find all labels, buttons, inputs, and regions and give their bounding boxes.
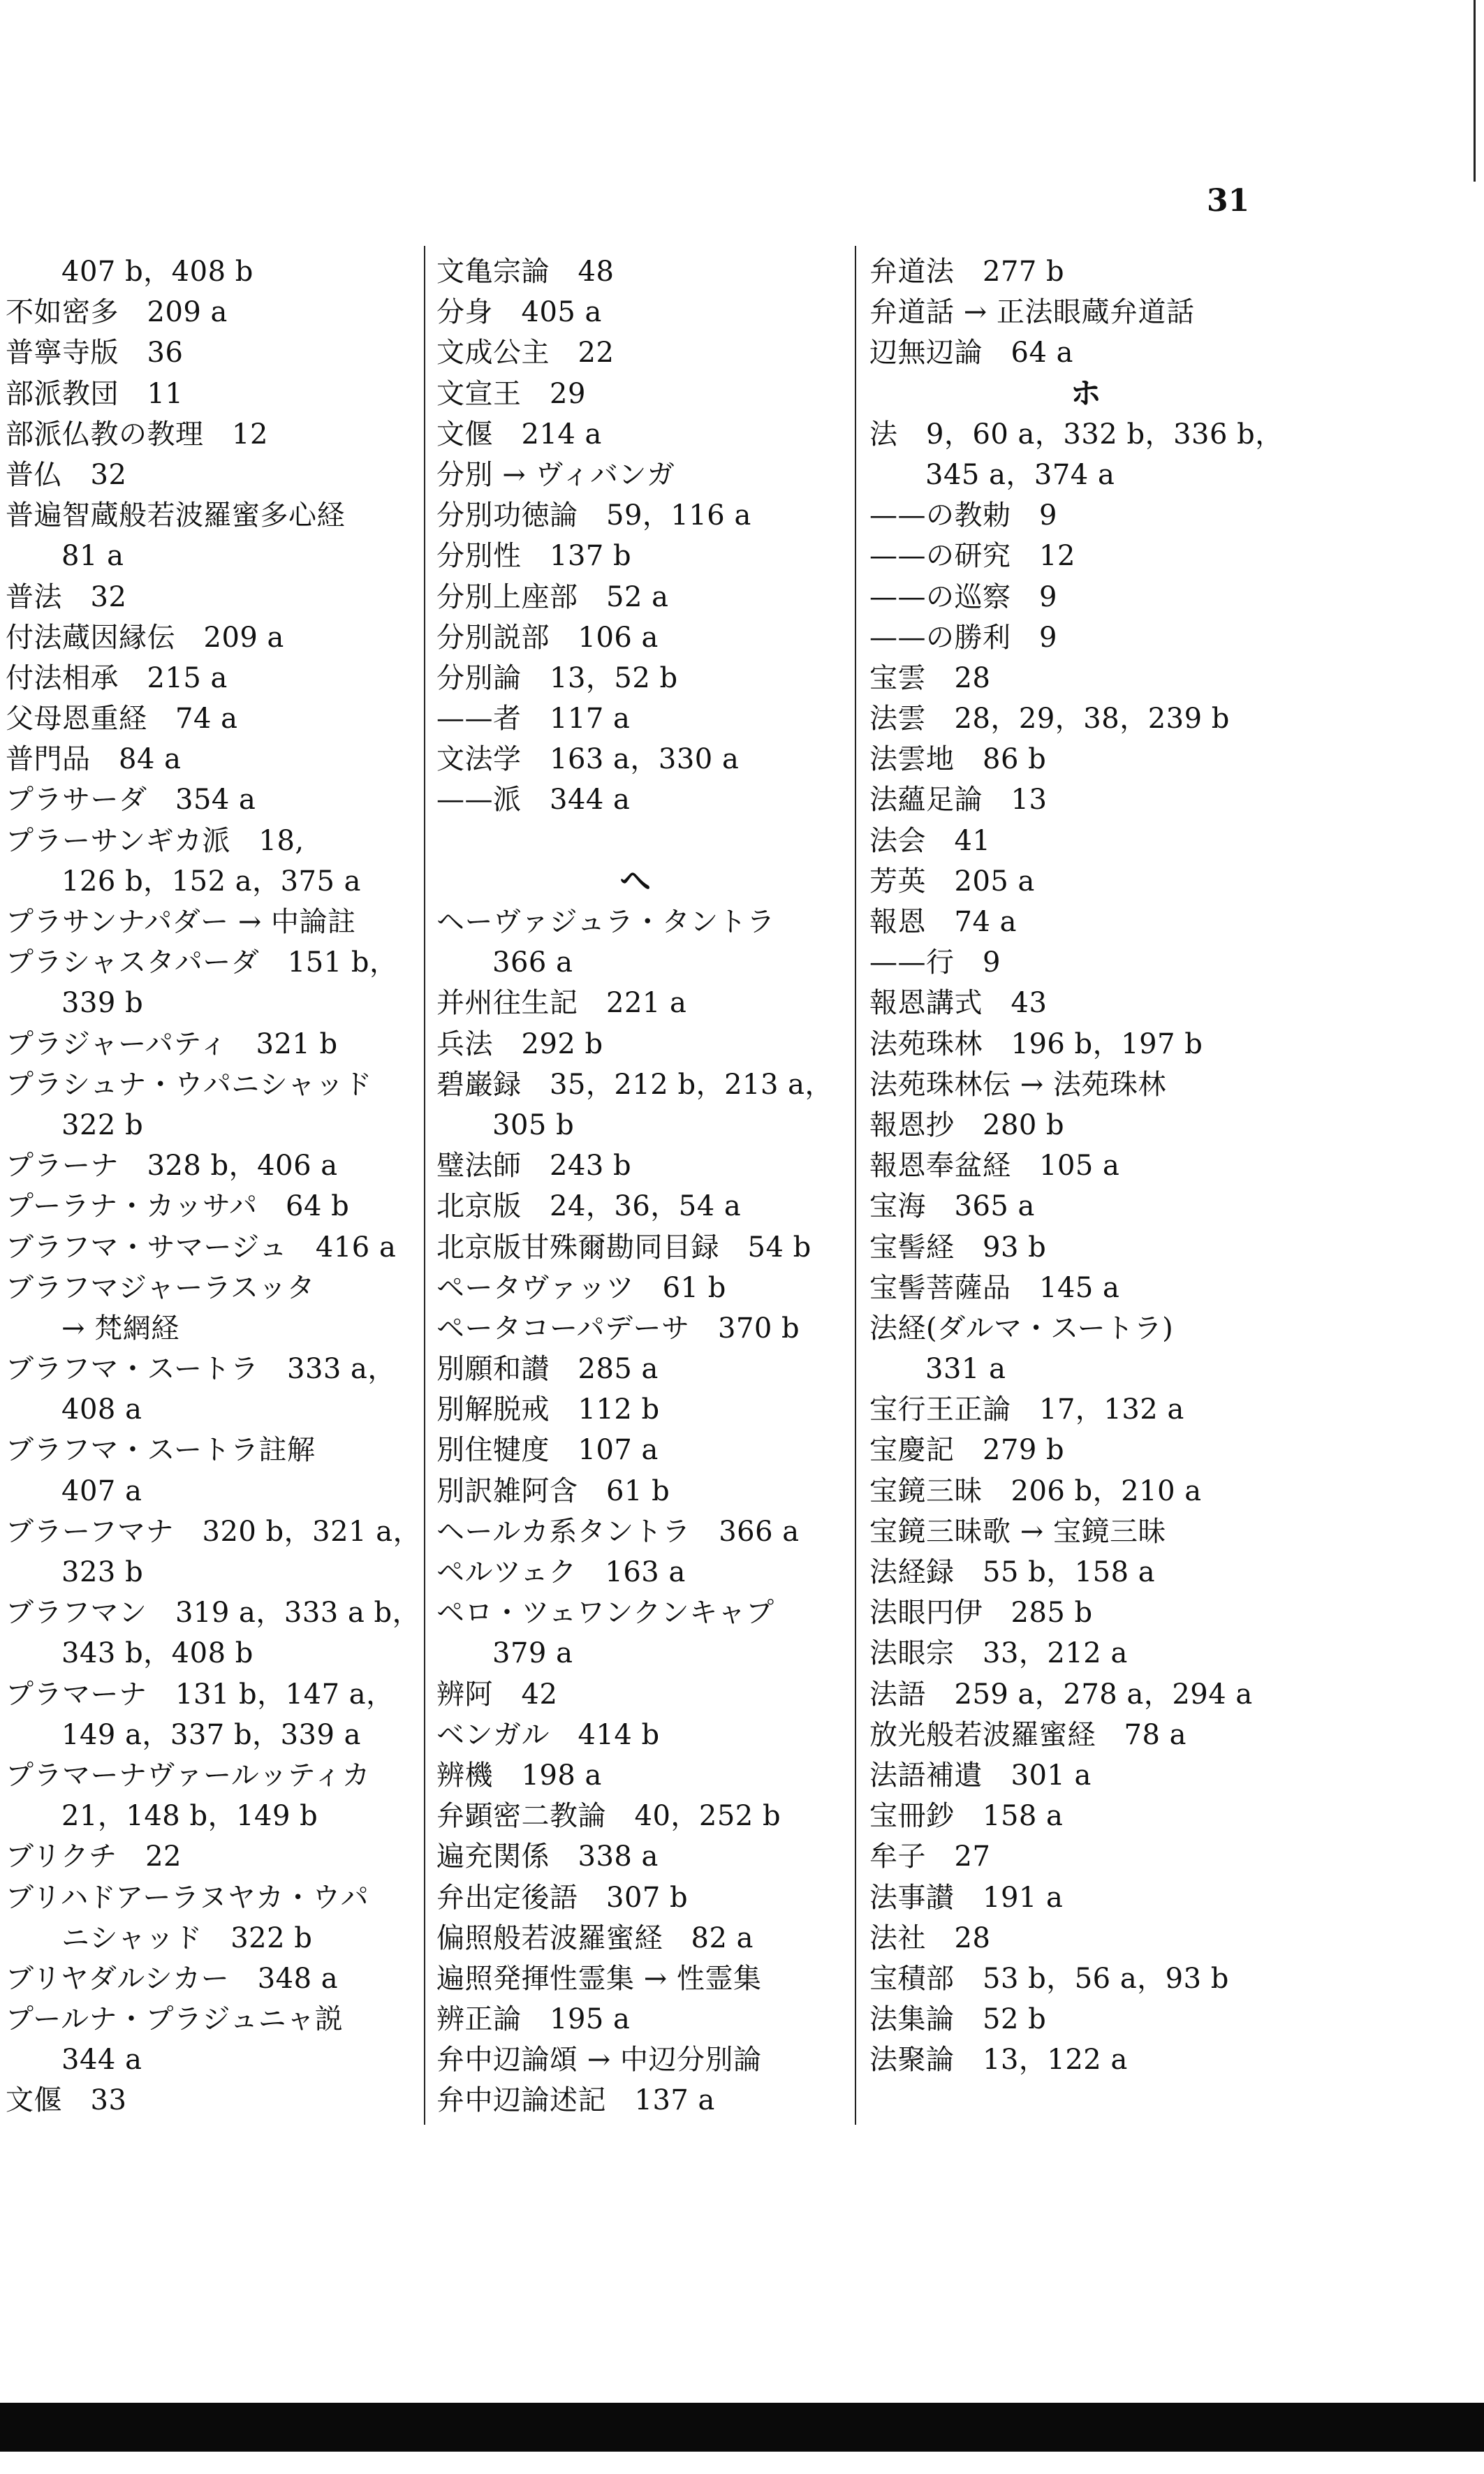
index-entry: 文宣王 29 [436,377,586,410]
section-heading: ホ [1070,375,1102,411]
index-entry: 放光般若波羅蜜経 78 a [869,1718,1187,1751]
index-entry: 普門品 84 a [6,743,182,776]
index-entry: 分別性 137 b [436,540,632,573]
index-entry: ニシャッド 322 b [61,1922,313,1954]
index-entry: プーラナ・カッサパ 64 b [6,1190,350,1223]
index-entry: ヘーヴァジュラ・タントラ [436,906,775,938]
index-entry: 323 b [61,1556,144,1588]
index-entry: 兵法 292 b [436,1027,603,1060]
index-entry: 弁顕密二教論 40，252 b [436,1800,781,1833]
index-entry: 法聚論 13，122 a [869,2044,1128,2077]
index-entry: ブラフマ・スートラ註解 [6,1434,316,1467]
index-entry: 分別上座部 52 a [436,580,669,613]
index-entry: 辨阿 42 [436,1678,558,1711]
index-column-2 [436,251,835,2121]
index-entry: 法語補遺 301 a [869,1759,1092,1792]
index-entry: 別訳雑阿含 61 b [436,1474,670,1507]
index-entry: ペータコーパデーサ 370 b [436,1312,800,1345]
index-entry: 法経録 55 b，158 a [869,1556,1156,1588]
index-entry: 辨機 198 a [436,1759,602,1792]
index-entry: 宝積部 53 b，56 a，93 b [869,1962,1229,1995]
index-entry: 弁道話 → 正法眼蔵弁道話 [869,296,1195,329]
index-entry: ——行 9 [869,946,1001,979]
index-entry: プラシャスタパーダ 151 b， [6,946,398,979]
index-entry: 辨正論 195 a [436,2003,631,2036]
index-entry: 部派教団 11 [6,377,184,410]
index-entry: 305 b [492,1108,575,1141]
index-entry: ブラフマジャーラスッタ [6,1271,316,1304]
index-entry: 法眼円伊 285 b [869,1597,1093,1630]
index-entry: ベンガル 414 b [436,1718,660,1751]
index-entry: ——の研究 12 [869,540,1075,573]
index-entry: 宝海 365 a [869,1190,1035,1223]
index-entry: 普遍智蔵般若波羅蜜多心経 [6,499,345,532]
index-entry: 分別 → ヴィバンガ [436,458,675,491]
index-entry: 分身 405 a [436,296,602,329]
index-entry: 辺無辺論 64 a [869,337,1073,369]
index-entry: ブラーフマナ 320 b，321 a， [6,1515,422,1548]
index-entry: プラマーナヴァールッティカ [6,1759,371,1792]
index-entry: 宝慶記 279 b [869,1434,1065,1467]
index-entry: 芳英 205 a [869,865,1035,898]
index-entry: 宝行王正論 17，132 a [869,1393,1184,1426]
index-entry: 345 a，374 a [925,458,1115,491]
column-divider [424,246,425,2125]
index-entry: ペータヴァッツ 61 b [436,1271,726,1304]
index-entry: 不如密多 209 a [6,296,228,329]
index-entry: 分別論 13，52 b [436,661,678,694]
index-entry: → 梵網経 [61,1312,179,1345]
index-entry: 149 a，337 b，339 a [61,1718,361,1751]
index-entry: 宝髻経 93 b [869,1231,1047,1264]
index-entry: 碧巌録 35，212 b，213 a， [436,1068,833,1101]
index-entry: 普寧寺版 36 [6,337,184,369]
index-entry: 宝鏡三昧 206 b，210 a [869,1474,1202,1507]
index-entry: ペロ・ツェワンクンキャプ [436,1597,774,1630]
index-entry: ブリヤダルシカー 348 a [6,1962,339,1995]
index-entry: 牟子 27 [869,1840,991,1873]
index-entry: 弁中辺論頌 → 中辺分別論 [436,2044,762,2077]
index-entry: ——の巡察 9 [869,580,1057,613]
index-entry: 法雲 28，29，38，239 b [869,703,1230,735]
index-entry: ——派 344 a [436,784,631,817]
index-entry: 文亀宗論 48 [436,256,615,288]
index-entry: 宝鏡三昧歌 → 宝鏡三昧 [869,1515,1166,1548]
index-entry: 331 a [925,1353,1006,1386]
index-entry: 遍充関係 338 a [436,1840,659,1873]
index-entry: ブラフマ・スートラ 333 a， [6,1353,396,1386]
index-entry: 弁中辺論述記 137 a [436,2084,715,2117]
section-heading: へ [619,863,652,899]
index-entry: プラーナ 328 b，406 a [6,1150,338,1183]
index-entry: 弁道法 277 b [869,256,1065,288]
index-entry: 文偃 214 a [436,418,602,451]
index-entry: 81 a [61,540,124,573]
index-entry: 部派仏教の教理 12 [6,418,268,451]
index-entry: 法眼宗 33，212 a [869,1637,1128,1670]
index-entry: 宝髻菩薩品 145 a [869,1271,1120,1304]
index-column-1 [6,251,422,2121]
index-entry: 法苑珠林伝 → 法苑珠林 [869,1068,1166,1101]
index-entry: 偏照般若波羅蜜経 82 a [436,1922,754,1954]
index-entry: プラーサンギカ派 18, [6,824,304,857]
index-entry: 宝雲 28 [869,661,991,694]
index-entry: 報恩抄 280 b [869,1108,1065,1141]
index-entry: 法 9，60 a，332 b，336 b， [869,418,1284,451]
index-entry: 法雲地 86 b [869,743,1047,776]
index-entry: 并州往生記 221 a [436,987,687,1020]
index-entry: 別住犍度 107 a [436,1434,659,1467]
index-entry: 366 a [492,946,573,979]
index-entry: 344 a [61,2044,142,2077]
index-column-3 [869,251,1302,2080]
index-entry: 付法相承 215 a [6,661,228,694]
index-entry: 分別説部 106 a [436,621,659,654]
blank-line [436,821,835,861]
index-entry: ブラフマン 319 a，333 a b， [6,1597,421,1630]
index-entry: 322 b [61,1108,144,1141]
index-entry: 法社 28 [869,1922,991,1954]
index-entry: ブリハドアーラヌヤカ・ウパ [6,1881,369,1914]
column-divider [855,246,856,2125]
index-entry: 遍照発揮性霊集 → 性霊集 [436,1962,762,1995]
index-entry: 法語 259 a，278 a，294 a [869,1678,1253,1711]
index-entry: 別解脱戒 112 b [436,1393,660,1426]
index-entry: 分別功徳論 59，116 a [436,499,751,532]
scan-edge-mark [1474,0,1476,182]
index-entry: 北京版甘殊爾勘同目録 54 b [436,1231,811,1264]
index-entry: 普法 32 [6,580,127,613]
index-entry: プラサンナパダー → 中論註 [6,906,356,938]
index-entry: プラサーダ 354 a [6,784,256,817]
index-entry: ——者 117 a [436,703,631,735]
index-entry: 126 b，152 a，375 a [61,865,361,898]
index-entry: 343 b，408 b [61,1637,254,1670]
index-entry: 法事讃 191 a [869,1881,1064,1914]
scan-bottom-bar [0,2403,1484,2452]
index-entry: 報恩講式 43 [869,987,1048,1020]
index-entry: 弁出定後語 307 b [436,1881,689,1914]
index-entry: 文成公主 22 [436,337,615,369]
index-entry: ペルツェク 163 a [436,1556,686,1588]
index-entry: 法会 41 [869,824,991,857]
index-entry: 父母恩重経 74 a [6,703,238,735]
index-entry: ——の教勅 9 [869,499,1057,532]
index-entry: 璧法師 243 b [436,1150,632,1183]
index-entry: 法蘊足論 13 [869,784,1048,817]
index-entry: プラシュナ・ウパニシャッド [6,1068,372,1101]
index-entry: ブリクチ 22 [6,1840,182,1873]
page-number: 31 [1207,183,1250,219]
index-entry: ——の勝利 9 [869,621,1057,654]
index-entry: プラジャーパティ 321 b [6,1027,338,1060]
index-entry: 379 a [492,1637,573,1670]
index-entry: 別願和讃 285 a [436,1353,659,1386]
index-entry: 文偃 33 [6,2084,127,2117]
index-entry: 339 b [61,987,144,1020]
index-entry: 408 a [61,1393,142,1426]
index-entry: 報恩奉盆経 105 a [869,1150,1120,1183]
index-entry: プラマーナ 131 b，147 a， [6,1678,395,1711]
index-entry: プールナ・プラジュニャ説 [6,2003,344,2036]
index-entry: 宝冊鈔 158 a [869,1800,1064,1833]
index-entry: 付法蔵因縁伝 209 a [6,621,284,654]
index-entry: 法集論 52 b [869,2003,1047,2036]
index-entry: 407 b，408 b [61,256,254,288]
index-entry: ブラフマ・サマージュ 416 a [6,1231,397,1264]
index-entry: 407 a [61,1474,142,1507]
index-entry: 法経(ダルマ・スートラ) [869,1312,1174,1345]
index-entry: 文法学 163 a，330 a [436,743,740,776]
index-entry: 北京版 24，36，54 a [436,1190,742,1223]
index-entry: 21，148 b，149 b [61,1800,318,1833]
index-entry: 法苑珠林 196 b，197 b [869,1027,1203,1060]
index-entry: 普仏 32 [6,458,127,491]
index-entry: ヘールカ系タントラ 366 a [436,1515,800,1548]
index-entry: 報恩 74 a [869,906,1017,938]
